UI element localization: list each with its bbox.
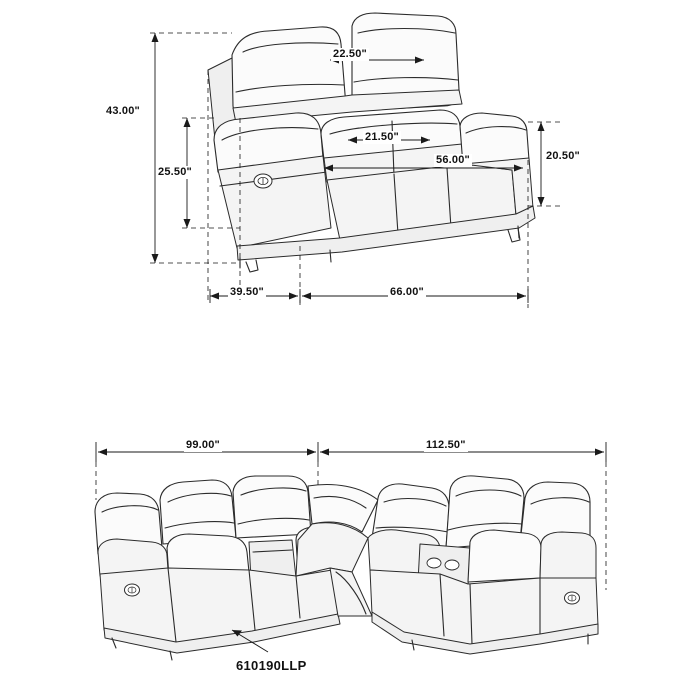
dim-inside-seat-width: 56.00" [436,154,470,166]
dim-seat-back-height: 25.50" [158,166,192,178]
cupholder-icon [427,558,441,568]
dim-left-section-width: 99.00" [186,439,220,451]
dim-overall-width: 66.00" [390,286,424,298]
dim-arm-height: 20.50" [546,150,580,162]
power-button-left-icon [125,584,140,596]
dim-seat-depth: 21.50" [365,131,399,143]
dim-overall-depth: 39.50" [230,286,264,298]
dim-back-cushion-width: 22.50" [333,48,367,60]
dim-right-section-width: 112.50" [426,439,466,451]
sectional-illustration [95,476,598,660]
dim-overall-height: 43.00" [106,105,140,117]
cupholder-icon-2 [445,560,459,570]
power-button-right-icon [565,592,580,604]
power-button-icon [254,174,272,188]
sectional-figure [0,420,700,700]
model-number-label: 610190LLP [236,658,307,673]
